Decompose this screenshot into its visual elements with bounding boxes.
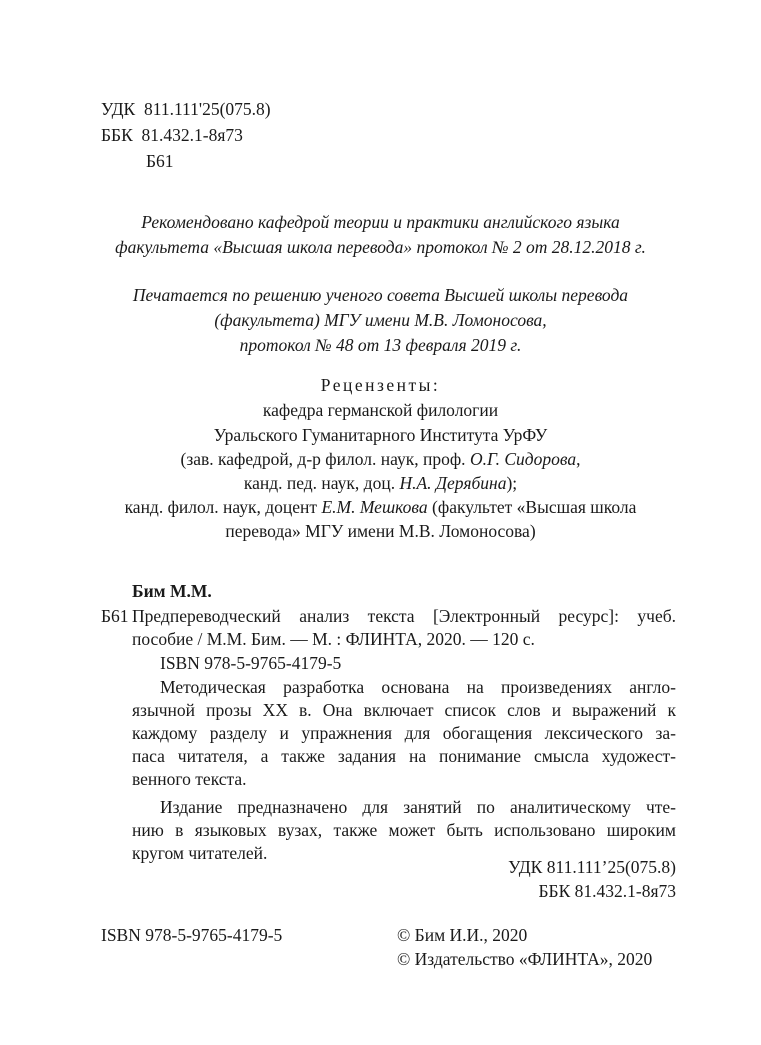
udk-label: УДК xyxy=(101,99,136,119)
reviewer-line-5 xyxy=(0,496,761,519)
index-udk: УДК 811.111’25(075.8) xyxy=(508,857,676,877)
bbk-value: 81.432.1-8я73 xyxy=(141,125,243,145)
annotation-p1-line-4: паса читателя, а также задания на понимание смысла художест- xyxy=(132,746,676,766)
reviewer-line-5-suffix: (факультет «Высшая школа xyxy=(427,497,637,517)
footer-isbn: ISBN 978-5-9765-4179-5 xyxy=(101,925,283,945)
annotation-p1-line-1: Методическая разработка основана на произведениях англо- xyxy=(160,677,676,697)
reviewer-line-3-suffix: , xyxy=(576,449,581,469)
decision-line-1: Печатается по решению ученого совета Высшей школы перевода xyxy=(132,285,629,305)
bbk-label: ББК xyxy=(101,125,133,145)
reviewer-line-6: перевода» МГУ имени М.В. Ломоносова) xyxy=(225,521,536,541)
reviewer-name-meshkova: Е.М. Мешкова xyxy=(321,497,428,517)
author-sign-top: Б61 xyxy=(146,151,174,171)
udk-value: 811.111'25(075.8) xyxy=(143,99,271,119)
reviewer-line-3-prefix: (зав. кафедрой, д-р филол. наук, проф. xyxy=(180,449,470,469)
annotation-p1-line-2: язычной прозы XX в. Она включает список слов и выражений к xyxy=(132,700,676,720)
copyright-publisher: © Издательство «ФЛИНТА», 2020 xyxy=(397,949,653,969)
annotation-p2-line-3: кругом читателей. xyxy=(132,843,268,863)
reviewer-line-5-prefix: канд. филол. наук, доцент xyxy=(124,497,322,517)
copyright-author: © Бим И.И., 2020 xyxy=(397,925,528,945)
record-sign: Б61 xyxy=(101,606,129,626)
record-title-line-1: Предпереводческий анализ текста [Электронный ресурс]: учеб. xyxy=(132,606,676,626)
reviewers-heading: Рецензенты: xyxy=(320,375,441,395)
recommendation-line-1: Рекомендовано кафедрой теории и практики английского языка xyxy=(141,212,620,232)
reviewer-name-deryabina: Н.А. Дерябина xyxy=(399,473,507,493)
reviewer-line-4 xyxy=(0,472,761,495)
reviewer-line-1: кафедра германской филологии xyxy=(262,400,499,420)
decision-line-3: протокол № 48 от 13 февраля 2019 г. xyxy=(239,335,522,355)
annotation-paragraph-2 xyxy=(132,796,676,865)
annotation-p2-line-2: нию в языковых вузах, также может быть использовано широким xyxy=(132,820,676,840)
record-title-line-2: пособие / М.М. Бим. — М. : ФЛИНТА, 2020. — 120 с. xyxy=(132,629,535,649)
record-title xyxy=(132,605,676,651)
reviewer-line-4-prefix: канд. пед. наук, доц. xyxy=(243,473,400,493)
annotation-p2-line-1: Издание предназначено для занятий по аналитическому чте- xyxy=(160,797,676,817)
bbk-code xyxy=(101,124,243,147)
record-author: Бим М.М. xyxy=(132,581,212,601)
index-bbk: ББК 81.432.1-8я73 xyxy=(538,881,676,901)
udk-code xyxy=(101,98,271,121)
annotation-p1-line-5: венного текста. xyxy=(132,769,247,789)
annotation-p1-line-3: каждому разделу и упражнения для обогащения лексического за- xyxy=(132,723,676,743)
record-isbn: ISBN 978-5-9765-4179-5 xyxy=(160,653,342,673)
reviewer-line-3 xyxy=(0,448,761,471)
reviewer-name-sidorova: О.Г. Сидорова xyxy=(469,449,577,469)
recommendation-line-2: факультета «Высшая школа перевода» протокол № 2 от 28.12.2018 г. xyxy=(115,237,646,257)
annotation-paragraph-1 xyxy=(132,676,676,791)
reviewer-line-2: Уральского Гуманитарного Института УрФУ xyxy=(213,425,548,445)
decision-line-2: (факультета) МГУ имени М.В. Ломоносова, xyxy=(214,310,547,330)
reviewer-line-4-suffix: ); xyxy=(506,473,518,493)
